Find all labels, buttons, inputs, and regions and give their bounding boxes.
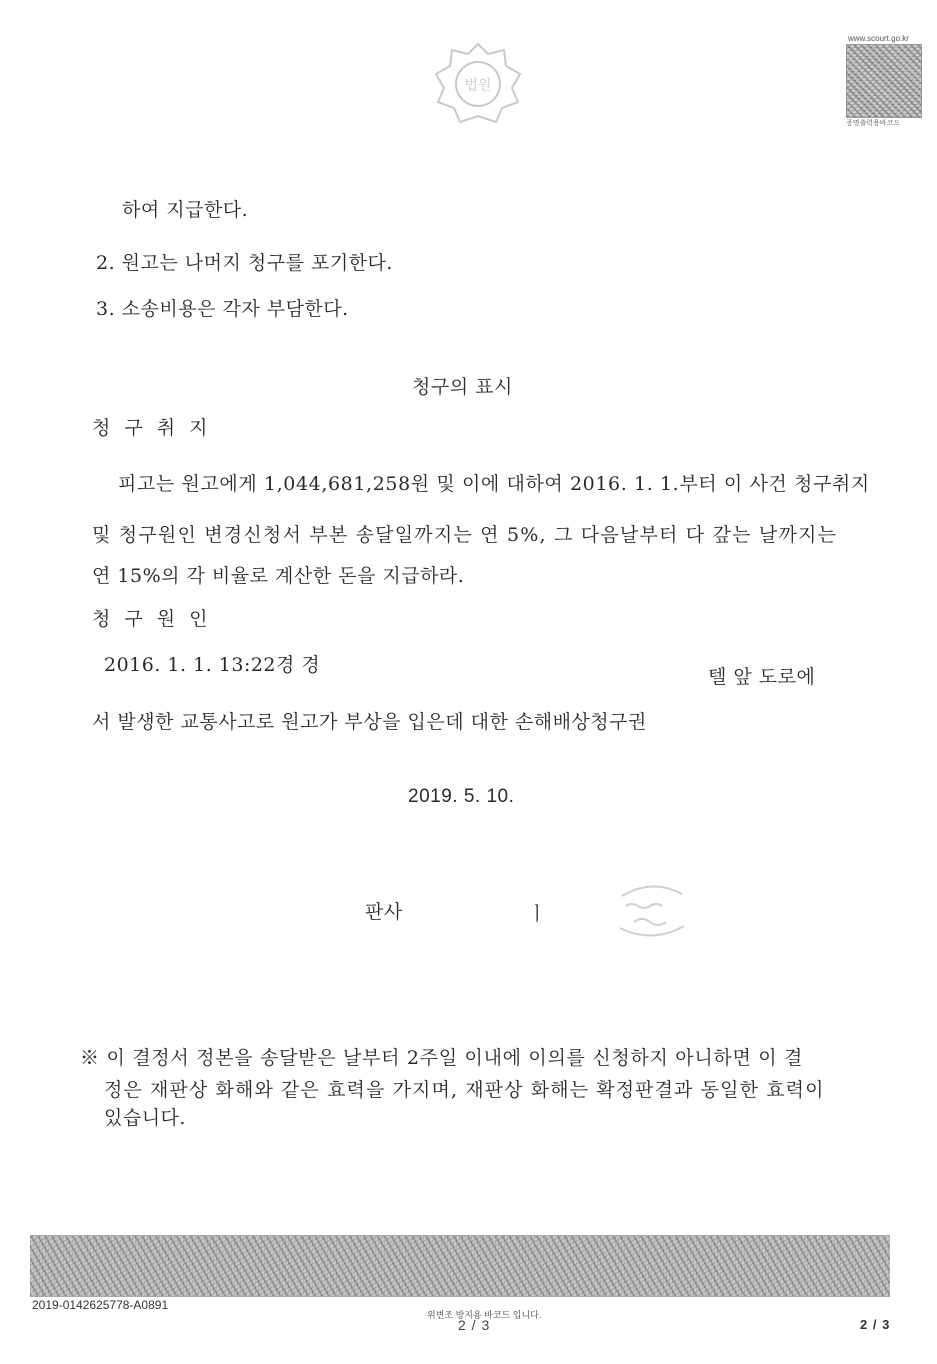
claim-purpose-line-2: 및 청구원인 변경신청서 부본 송달일까지는 연 5%, 그 다음날부터 다 갚는 날까지는 xyxy=(92,524,838,546)
barcode-note: 위변조 방지용 바코드 입니다. xyxy=(427,1310,542,1320)
judge-name-tail: ㅣ xyxy=(528,903,547,925)
order-item-2: 2. 원고는 나머지 청구를 포기한다. xyxy=(96,252,393,274)
judge-seal-mark xyxy=(612,876,692,946)
verification-qr-code xyxy=(846,44,922,118)
notice-line-1: ※ 이 결정서 정본을 송달받은 날부터 2주일 이내에 이의를 신청하지 아니하면 이 결 xyxy=(80,1047,804,1069)
claim-purpose-line-1: 피고는 원고에게 1,044,681,258원 및 이에 대하여 2016. 1. 1.부터 이 사건 청구취지 xyxy=(118,473,870,495)
court-emblem-watermark xyxy=(432,40,524,128)
notice-line-3: 있습니다. xyxy=(104,1107,186,1129)
page-number-center: 2 / 3 xyxy=(458,1317,491,1333)
redacted-judge-name xyxy=(410,895,525,923)
order-item-3: 3. 소송비용은 각자 부담한다. xyxy=(96,298,349,320)
document-code: 2019-0142625778-A0891 xyxy=(32,1298,169,1312)
claim-cause-line-1-start: 2016. 1. 1. 13:22경 경 xyxy=(104,654,321,676)
claim-purpose-heading: 청 구 취 지 xyxy=(92,417,212,439)
judge-title: 판사 xyxy=(365,901,403,923)
qr-url: www.scourt.go.kr xyxy=(848,34,909,43)
page-number-right: 2 / 3 xyxy=(860,1317,891,1332)
qr-caption: 증명출력용바코드 xyxy=(846,119,901,127)
order-line-continued: 하여 지급한다. xyxy=(122,199,249,221)
claim-section-title: 청구의 표시 xyxy=(412,376,513,398)
decision-date: 2019. 5. 10. xyxy=(408,786,515,807)
claim-purpose-line-3: 연 15%의 각 비율로 계산한 돈을 지급하라. xyxy=(92,565,465,587)
claim-cause-line-1-end: 텔 앞 도로에 xyxy=(708,666,816,688)
claim-cause-line-2: 서 발생한 교통사고로 원고가 부상을 입은데 대한 손해배상청구권 xyxy=(92,711,647,733)
claim-cause-heading: 청 구 원 인 xyxy=(92,608,212,630)
redacted-address xyxy=(330,650,700,678)
anti-forgery-barcode xyxy=(30,1235,890,1297)
emblem-label: 법원 xyxy=(464,78,492,94)
notice-line-2: 정은 재판상 화해와 같은 효력을 가지며, 재판상 화해는 확정판결과 동일한 효력이 xyxy=(104,1079,825,1101)
